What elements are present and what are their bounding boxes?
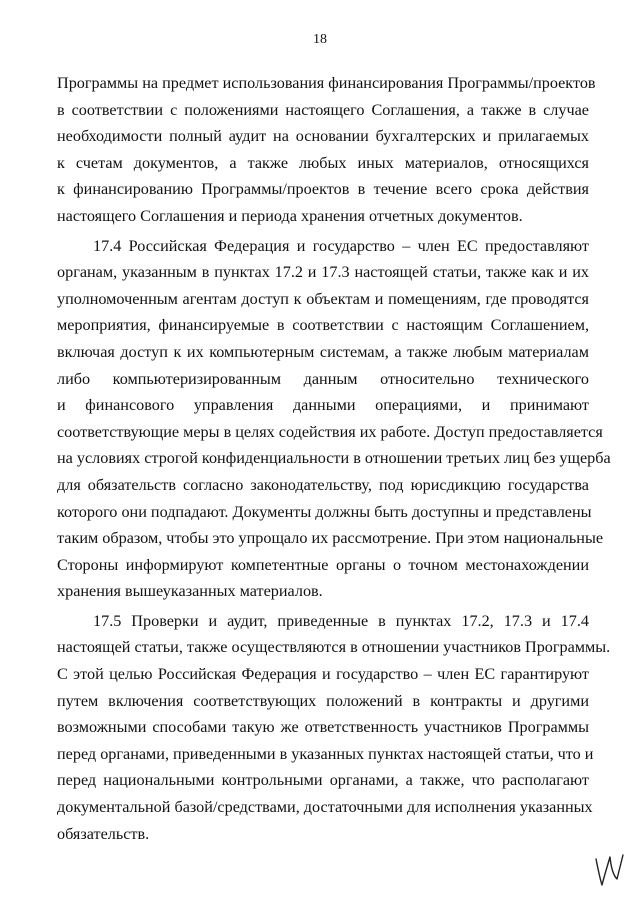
text-line: настоящей статьи, также осуществляются в отношении участников Программы. [57,638,611,657]
text-line: таким образом, чтобы это упрощало их рассмотрение. При этом национальные [57,529,604,548]
text-line: хранения вышеуказанных материалов. [57,582,323,601]
page-number: 18 [313,32,327,47]
text-line: 17.5 Проверки и аудит, приведенные в пунктах 17.2, 17.3 и 17.4 [93,611,589,630]
text-line: органам, указанным в пунктах 17.2 и 17.3 настоящей статьи, также как и их [57,263,589,282]
text-line: мероприятия, финансируемые в соответствии с настоящим Соглашением, [57,316,589,335]
text-line: необходимости полный аудит на основании бухгалтерских и прилагаемых [57,127,589,146]
text-line: возможными способами такую же ответственность участников Программы [57,718,589,737]
text-line: перед национальными контрольными органами, а также, что располагают [57,771,589,790]
text-line: перед органами, приведенными в указанных пунктах настоящей статьи, что и [57,744,594,763]
text-line: обязательств. [57,824,150,843]
text-line: для обязательств согласно законодательству, под юрисдикцию государства [57,475,589,494]
text-line: на условиях строгой конфиденциальности в отношении третьих лиц без ущерба [57,449,611,468]
text-line: С этой целью Российская Федерация и государство – член ЕС гарантируют [57,665,589,684]
text-line: которого они подпадают. Документы должны быть доступны и представлены [57,502,592,521]
body-text [57,70,611,847]
text-line: документальной базой/средствами, достаточными для исполнения указанных [57,798,593,817]
handwritten-initials [590,845,630,895]
text-line: уполномоченным агентам доступ к объектам и помещениям, где проводятся [57,289,589,308]
text-line: включая доступ к их компьютерным системам, а также любым материалам [57,342,589,361]
text-line: путем включения соответствующих положений в контракты и другими [57,691,589,710]
text-line: к финансированию Программы/проектов в течение всего срока действия [57,180,589,199]
text-line: к счетам документов, а также любых иных материалов, относящихся [57,153,589,172]
text-line: либо компьютеризированным данным относительно технического [57,369,589,388]
text-line: Программы на предмет использования финансирования Программы/проектов [57,74,596,92]
text-line: в соответствии с положениями настоящего Соглашения, а также в случае [57,100,589,119]
text-line: Стороны информируют компетентные органы о точном местонахождении [57,555,589,574]
text-line: настоящего Соглашения и периода хранения отчетных документов. [57,206,523,225]
text-line: 17.4 Российская Федерация и государство – член ЕС предоставляют [93,236,589,255]
text-line: и финансового управления данными операциями, и принимают [57,396,589,415]
text-line: соответствующие меры в целях содействия их работе. Доступ предоставляется [57,422,603,441]
